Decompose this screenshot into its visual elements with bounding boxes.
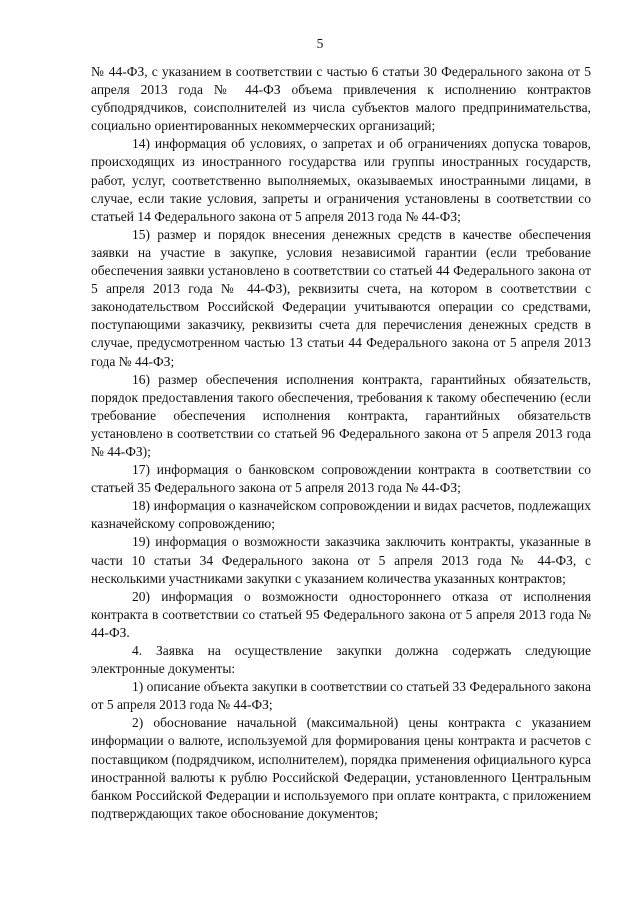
paragraph-section-4-item-1: 1) описание объекта закупки в соответствии со статьей 33 Федерального закона от 5 апреля 2013 года № 44-ФЗ; [91, 679, 591, 713]
section-4-heading-paragraph: 4. Заявка на осуществление закупки должна содержать следующие электронные документы: [91, 643, 591, 677]
paragraph-item-19: 19) информация о возможности заказчика заключить контракты, указанные в части 10 статьи 34 Федерального закона от 5 апреля 2013 года № 44-ФЗ, с несколькими участниками закупки с указанием количества указанных контрактов; [91, 534, 591, 586]
document-body [91, 63, 591, 823]
paragraph-item-17: 17) информация о банковском сопровождении контракта в соответствии со статьей 35 Федерального закона от 5 апреля 2013 года № 44-ФЗ; [91, 462, 591, 496]
paragraph-section-4-item-2: 2) обоснование начальной (максимальной) цены контракта с указанием информации о валюте, используемой для формирования цены контракта и расчетов с поставщиком (подрядчиком, исполнителем), порядка применения официального курса иностранной валюты к рублю Российской Федерации, установленного Центральным банком Российской Федерации и используемого при оплате контракта, с приложением подтверждающих такое обоснование документов; [91, 715, 591, 821]
paragraph-item-15: 15) размер и порядок внесения денежных средств в качестве обеспечения заявки на участие в закупке, условия независимой гарантии (если требование обеспечения заявки установлено в соответствии со статьей 44 Федерального закона от 5 апреля 2013 года № 44-ФЗ), реквизиты счета, на котором в соответствии с законодательством Российской Федерации учитываются операции со средствами, поступающими заказчику, реквизиты счета для перечисления денежных средств в случае, предусмотренном частью 13 статьи 44 Федерального закона от 5 апреля 2013 года № 44-ФЗ; [91, 226, 591, 369]
paragraph-item-18: 18) информация о казначейском сопровождении и видах расчетов, подлежащих казначейскому сопровождению; [91, 498, 591, 532]
paragraph-item-14: 14) информация об условиях, о запретах и об ограничениях допуска товаров, происходящих из иностранного государства или группы иностранных государств, работ, услуг, соответственно выполняемых, оказываемых иностранными лицами, в случае, если такие условия, запреты и ограничения установлены в соответствии со статьей 14 Федерального закона от 5 апреля 2013 года № 44-ФЗ; [91, 136, 591, 224]
page-number: 5 [316, 36, 324, 51]
paragraph-13-continuation: № 44-ФЗ, с указанием в соответствии с частью 6 статьи 30 Федерального закона от 5 апреля 2013 года № 44-ФЗ объема привлечения к исполнению контрактов субподрядчиков, соисполнителей из числа субъектов малого предпринимательства, социально ориентированных некоммерческих организаций; [91, 64, 591, 134]
paragraph-item-20: 20) информация о возможности одностороннего отказа от исполнения контракта в соответствии со статьей 95 Федерального закона от 5 апреля 2013 года № 44-ФЗ. [91, 588, 591, 640]
paragraph-item-16: 16) размер обеспечения исполнения контракта, гарантийных обязательств, порядок предоставления такого обеспечения, требования к такому обеспечению (если требование обеспечения исполнения контракта, гарантийных обязательств установлено в соответствии со статьей 96 Федерального закона от 5 апреля 2013 года № 44-ФЗ); [91, 371, 591, 459]
